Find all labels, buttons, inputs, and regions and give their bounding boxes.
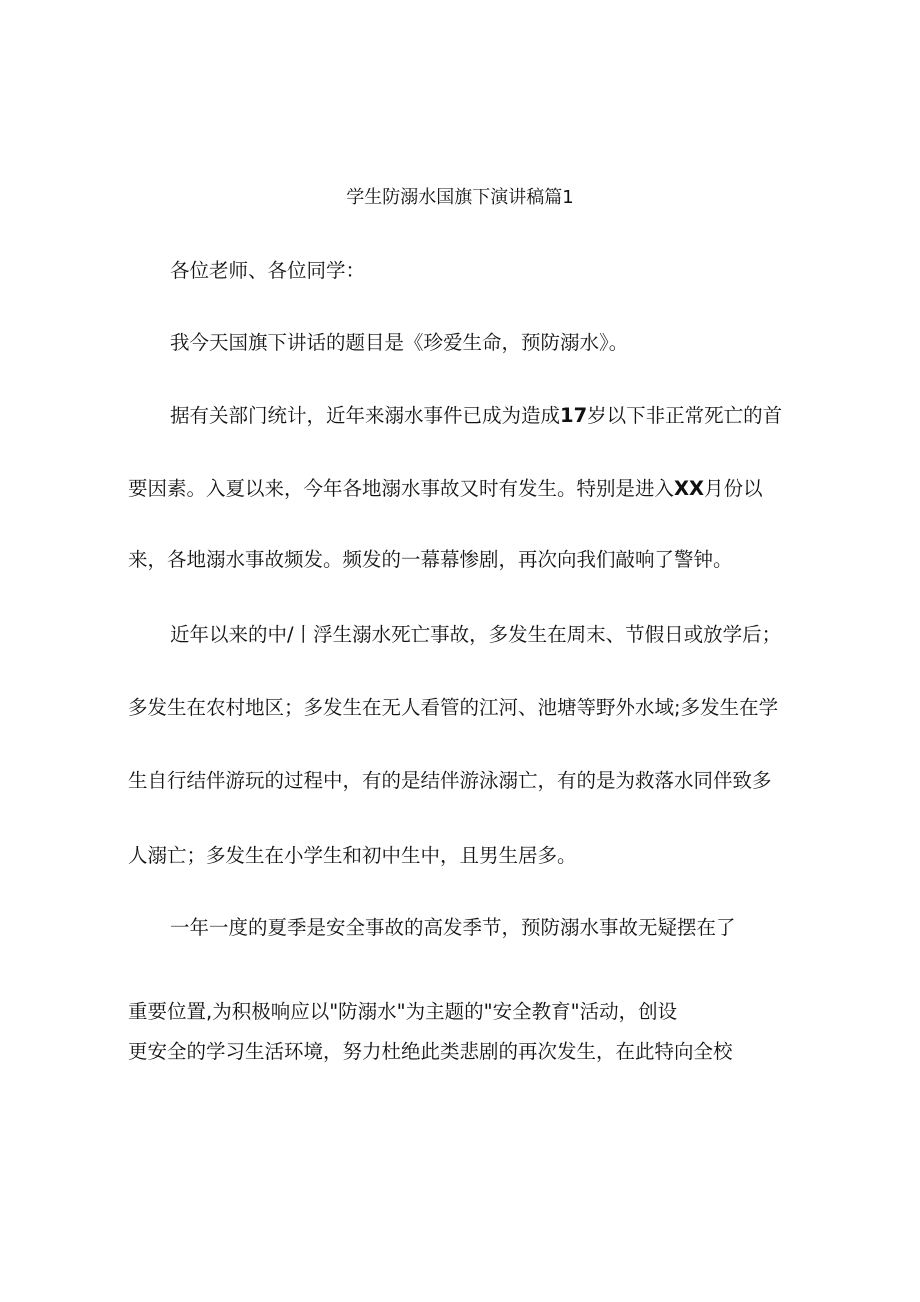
- paragraph-4-line-3: 更安全的学习生活环境，努力杜绝此类悲剧的再次发生，在此特向全校: [128, 1040, 733, 1063]
- paragraph-2-line-2: [128, 476, 763, 502]
- paragraph-1: 我今天国旗下讲话的题目是《珍爱生命，预防溺水》。: [170, 331, 629, 354]
- paragraph-2-line-3: 来，各地溺水事故频发。频发的一幕幕惨剧，再次向我们敲响了警钟。: [128, 548, 733, 571]
- text-segment: 月份以: [704, 477, 763, 500]
- month-placeholder: XX: [674, 477, 705, 500]
- age-number: 17: [560, 404, 588, 427]
- greeting: 各位老师、各位同学：: [170, 259, 366, 282]
- paragraph-3-line-3: 生自行结伴游玩的过程中，有的是结伴游泳溺亡，有的是为救落水同伴致多: [128, 769, 772, 792]
- paragraph-4-line-1: 一年一度的夏季是安全事故的高发季节，预防溺水事故无疑摆在了: [170, 916, 736, 939]
- paragraph-2-line-1: [170, 403, 782, 429]
- text-segment: 要因素。入夏以来，今年各地溺水事故又时有发生。特别是进入: [128, 477, 675, 500]
- text-segment: 岁以下非正常死亡的首: [587, 404, 783, 427]
- paragraph-4-line-2: 重要位置,为积极响应以"防溺水"为主题的"安全教育"活动，创设: [128, 1000, 678, 1023]
- document-title: 学生防溺水国旗下演讲稿篇1: [346, 187, 574, 208]
- paragraph-3-line-1: 近年以来的中/丨浮生溺水死亡事故，多发生在周末、节假日或放学后；: [170, 623, 782, 646]
- paragraph-3-line-4: 人溺亡；多发生在小学生和初中生中，且男生居多。: [128, 844, 577, 867]
- text-segment: 据有关部门统计，近年来溺水事件已成为造成: [170, 404, 561, 427]
- paragraph-3-line-2: 多发生在农村地区；多发生在无人看管的江河、池塘等野外水域;多发生在学: [128, 696, 779, 719]
